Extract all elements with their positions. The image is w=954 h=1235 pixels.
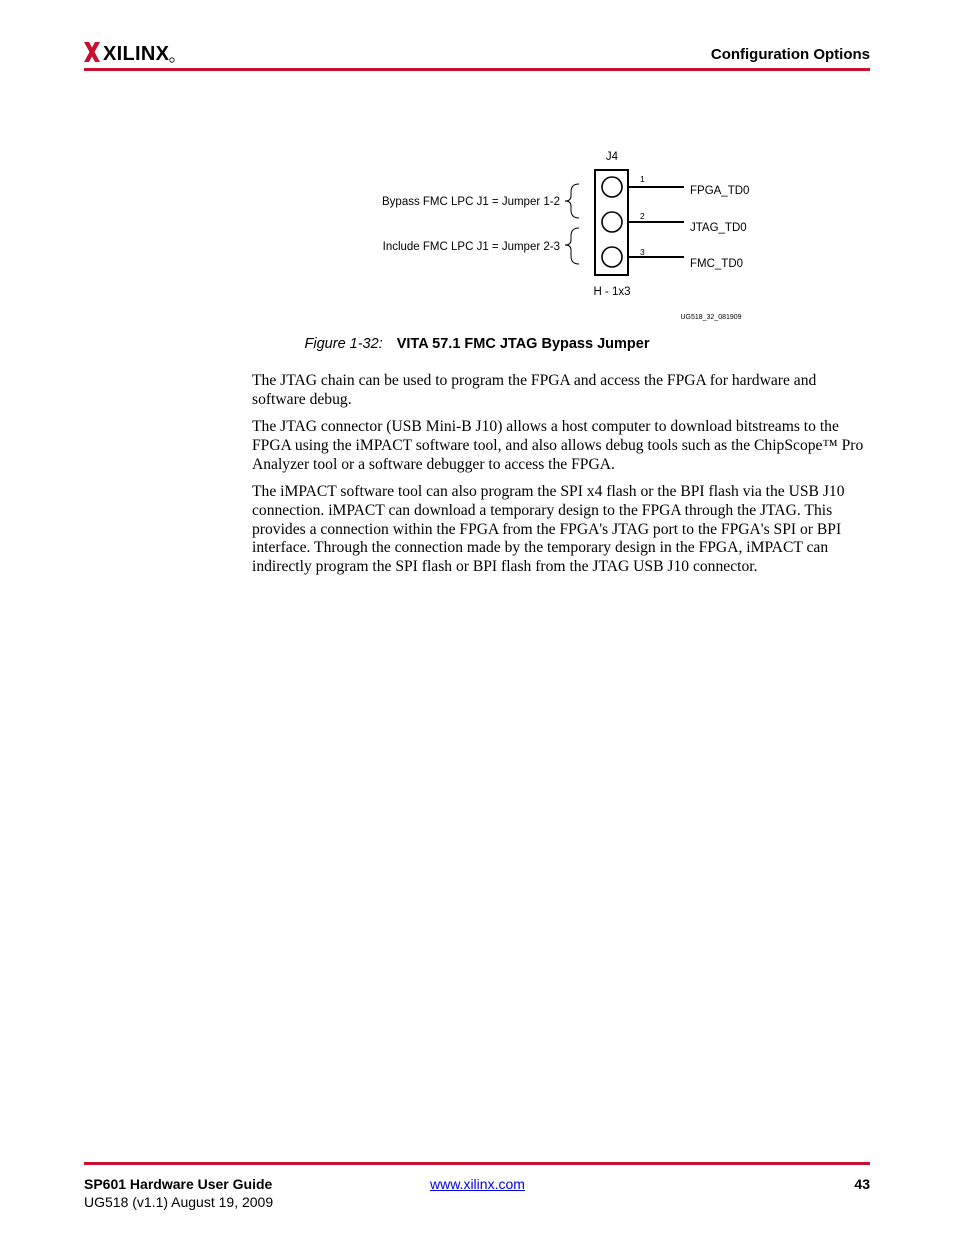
paragraph: The iMPACT software tool can also program the SPI x4 flash or the BPI flash via the USB J10 connection. iMPACT can download a temporary design to the FPGA through the JTAG. This provides a connection within the FPGA from the FPGA's JTAG port to the FPGA's SPI or BPI interface. Through the connection made by the temporary design in the FPGA, iMPACT can indirectly program the SPI flash or BPI flash from the JTAG USB J10 connector.	[252, 482, 845, 576]
jumper-figure	[84, 130, 870, 330]
pin-3	[602, 247, 622, 267]
pin-number-2: 2	[640, 211, 645, 221]
figure-caption	[84, 336, 870, 352]
page-number: 43	[854, 1176, 870, 1192]
brace-jumper-1-2	[565, 184, 579, 218]
logo-wordmark: XILINX	[103, 43, 170, 65]
brace-jumper-2-3	[565, 228, 579, 264]
footer-doc-info: UG518 (v1.1) August 19, 2009	[84, 1194, 274, 1210]
pin-number-1: 1	[640, 174, 645, 184]
paragraph: The JTAG chain can be used to program the FPGA and access the FPGA for hardware and software debug.	[252, 372, 817, 408]
pin-1	[602, 177, 622, 197]
figure-number: Figure 1-32:	[304, 336, 383, 352]
paragraph: The JTAG connector (USB Mini-B J10) allows a host computer to download bitstreams to the FPGA using the iMPACT software tool, and also allows debug tools such as the ChipScope™ Pro Analyzer tool or a software debugger to access the FPGA.	[252, 418, 864, 473]
pin-2	[602, 212, 622, 232]
connector-ref-label: J4	[605, 151, 619, 163]
header-rule	[84, 68, 870, 71]
footer-rule	[84, 1162, 870, 1165]
pin-number-3: 3	[640, 247, 645, 257]
footer-guide-title: SP601 Hardware User Guide	[84, 1176, 273, 1192]
bypass-option-label: Bypass FMC LPC J1 = Jumper 1-2	[382, 196, 560, 208]
signal-label-fpga-td0: FPGA_TD0	[690, 185, 750, 197]
section-title: Configuration Options	[710, 46, 870, 63]
connector-type-label: H - 1x3	[593, 286, 631, 298]
signal-label-jtag-td0: JTAG_TD0	[690, 222, 747, 234]
xilinx-mark-icon	[84, 42, 100, 62]
include-option-label: Include FMC LPC J1 = Jumper 2-3	[382, 241, 560, 253]
figure-title: VITA 57.1 FMC JTAG Bypass Jumper	[396, 336, 650, 352]
registered-mark-icon	[170, 58, 174, 62]
body-text	[252, 372, 870, 585]
signal-label-fmc-td0: FMC_TD0	[690, 258, 744, 270]
xilinx-logo	[84, 38, 184, 66]
footer-website-link[interactable]: www.xilinx.com	[430, 1176, 525, 1192]
figure-id: UG518_32_081909	[680, 314, 742, 321]
